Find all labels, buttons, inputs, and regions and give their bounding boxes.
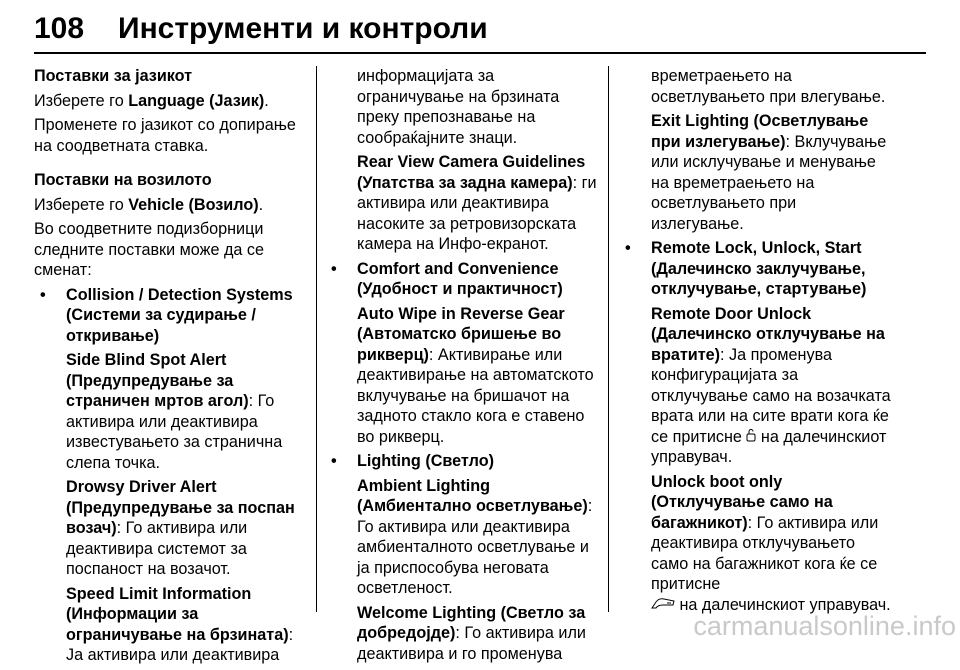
setting-name: Side Blind Spot Alert (Предупредување за страничен мртов агол) — [66, 351, 249, 410]
menu-ref: Language (Јазик) — [128, 91, 265, 110]
watermark: carmanualsonline.info — [693, 611, 956, 641]
paragraph: информацијата за ограничување на брзината преку препознавање на сообраќајните знаци. — [357, 67, 560, 147]
setting-name: Speed Limit Information (Информации за ограничување на брзината) — [66, 584, 289, 644]
setting-item — [651, 111, 891, 234]
language-instruction — [34, 91, 304, 112]
setting-desc: : Активирање или деактивирање на автоматското вклучување на бришачот на задното стакло кога е ставено во рикверц. — [357, 345, 594, 446]
setting-item — [357, 304, 597, 448]
setting-item — [651, 304, 891, 468]
column-divider — [608, 66, 609, 612]
setting-desc: : Го активира или деактивира системот за поспаност на возачот. — [66, 519, 248, 578]
setting-item — [34, 584, 304, 666]
bullet-dot: • — [625, 239, 631, 257]
setting-desc: : Го активира или деактивира и го променува — [357, 624, 586, 663]
setting-name: Auto Wipe in Reverse Gear (Автоматско бришење во рикверц) — [357, 304, 565, 364]
header-rule — [34, 52, 926, 54]
setting-name: Drowsy Driver Alert (Предупредување за поспан возач) — [66, 478, 295, 537]
text: Изберете го — [34, 195, 129, 214]
bullet-label: Comfort and Convenience (Удобност и практичност) — [357, 259, 563, 298]
page-header — [34, 0, 926, 56]
bullet-dot: • — [331, 259, 337, 278]
column-1 — [34, 66, 304, 670]
setting-desc: на далечинскиот управувач. — [675, 595, 891, 614]
vehicle-instruction — [34, 195, 304, 216]
bullet-label: Remote Lock, Unlock, Start (Далечинско заклучување, отклучување, стартување) — [651, 239, 867, 298]
setting-name: Unlock boot only (Отклучување само на багажникот) — [651, 472, 833, 532]
setting-desc: : Вклучување или исклучување и менување на времетраењето на осветлувањето при излегување. — [651, 132, 887, 233]
unlock-icon — [746, 427, 756, 448]
setting-name: Rear View Camera Guidelines (Упатства за задна камера) — [357, 153, 586, 192]
paragraph: Во соодветните подизборници следните поставки може да се сменат: — [34, 220, 264, 279]
setting-name: Welcome Lighting (Светло за добредојде) — [357, 603, 586, 642]
list-item — [325, 259, 597, 300]
page-title: Инструменти и контроли — [118, 12, 488, 45]
setting-desc: : Ја активира или деактивира — [66, 625, 294, 664]
menu-ref: Vehicle (Возило) — [128, 195, 259, 214]
setting-item — [34, 350, 304, 473]
setting-item — [357, 603, 597, 665]
setting-desc: : Го активира или деактивира известувањето за странична слепа точка. — [66, 392, 283, 472]
bullet-dot: • — [331, 452, 337, 470]
setting-desc: : Го активира или деактивира амбиенталното осветлување и ја приспособува неговата осветленост. — [357, 497, 593, 597]
setting-desc: : ги активира или деактивира насоките за ретровизорската камера на Инфо-екранот. — [357, 173, 597, 253]
heading-vehicle: Поставки на возилото — [34, 171, 212, 189]
bullet-dot: • — [40, 285, 46, 304]
setting-name: Remote Door Unlock (Далечинско отклучување на вратите) — [651, 304, 885, 364]
setting-item — [34, 477, 304, 580]
column-3 — [625, 66, 891, 619]
setting-desc: : Го активира или деактивира отклучувањето само на багажникот кога ќе се притисне — [651, 513, 879, 593]
list-item — [325, 451, 597, 472]
list-item — [34, 285, 304, 347]
setting-item — [357, 476, 597, 599]
setting-item — [651, 472, 891, 616]
column-divider — [316, 66, 317, 612]
page-number: 108 — [34, 12, 85, 45]
setting-desc: : Ја променува конфигурацијата за отклучување само на возачката врата или на сите врати кога ќе се притисне — [651, 345, 891, 446]
bullet-label: Collision / Detection Systems (Системи за судирање / откривање) — [66, 285, 293, 345]
paragraph: времетраењето на осветлувањето при влегување. — [651, 67, 886, 106]
heading-language: Поставки за јазикот — [34, 67, 193, 85]
text: Изберете го — [34, 91, 129, 110]
paragraph: Променете го јазикот со допирање на соодветната ставка. — [34, 116, 296, 155]
bullet-label: Lighting (Светло) — [357, 452, 494, 470]
list-item — [619, 238, 891, 300]
setting-item — [357, 152, 597, 255]
setting-name: Exit Lighting (Осветлување при излегување) — [651, 112, 869, 151]
column-2 — [331, 66, 597, 668]
setting-name: Ambient Lighting (Амбиентално осветлување) — [357, 476, 588, 515]
setting-desc: на далечинскиот управувач. — [651, 427, 887, 466]
text: . — [264, 91, 269, 110]
text: . — [258, 195, 264, 214]
trunk-icon — [651, 595, 675, 616]
